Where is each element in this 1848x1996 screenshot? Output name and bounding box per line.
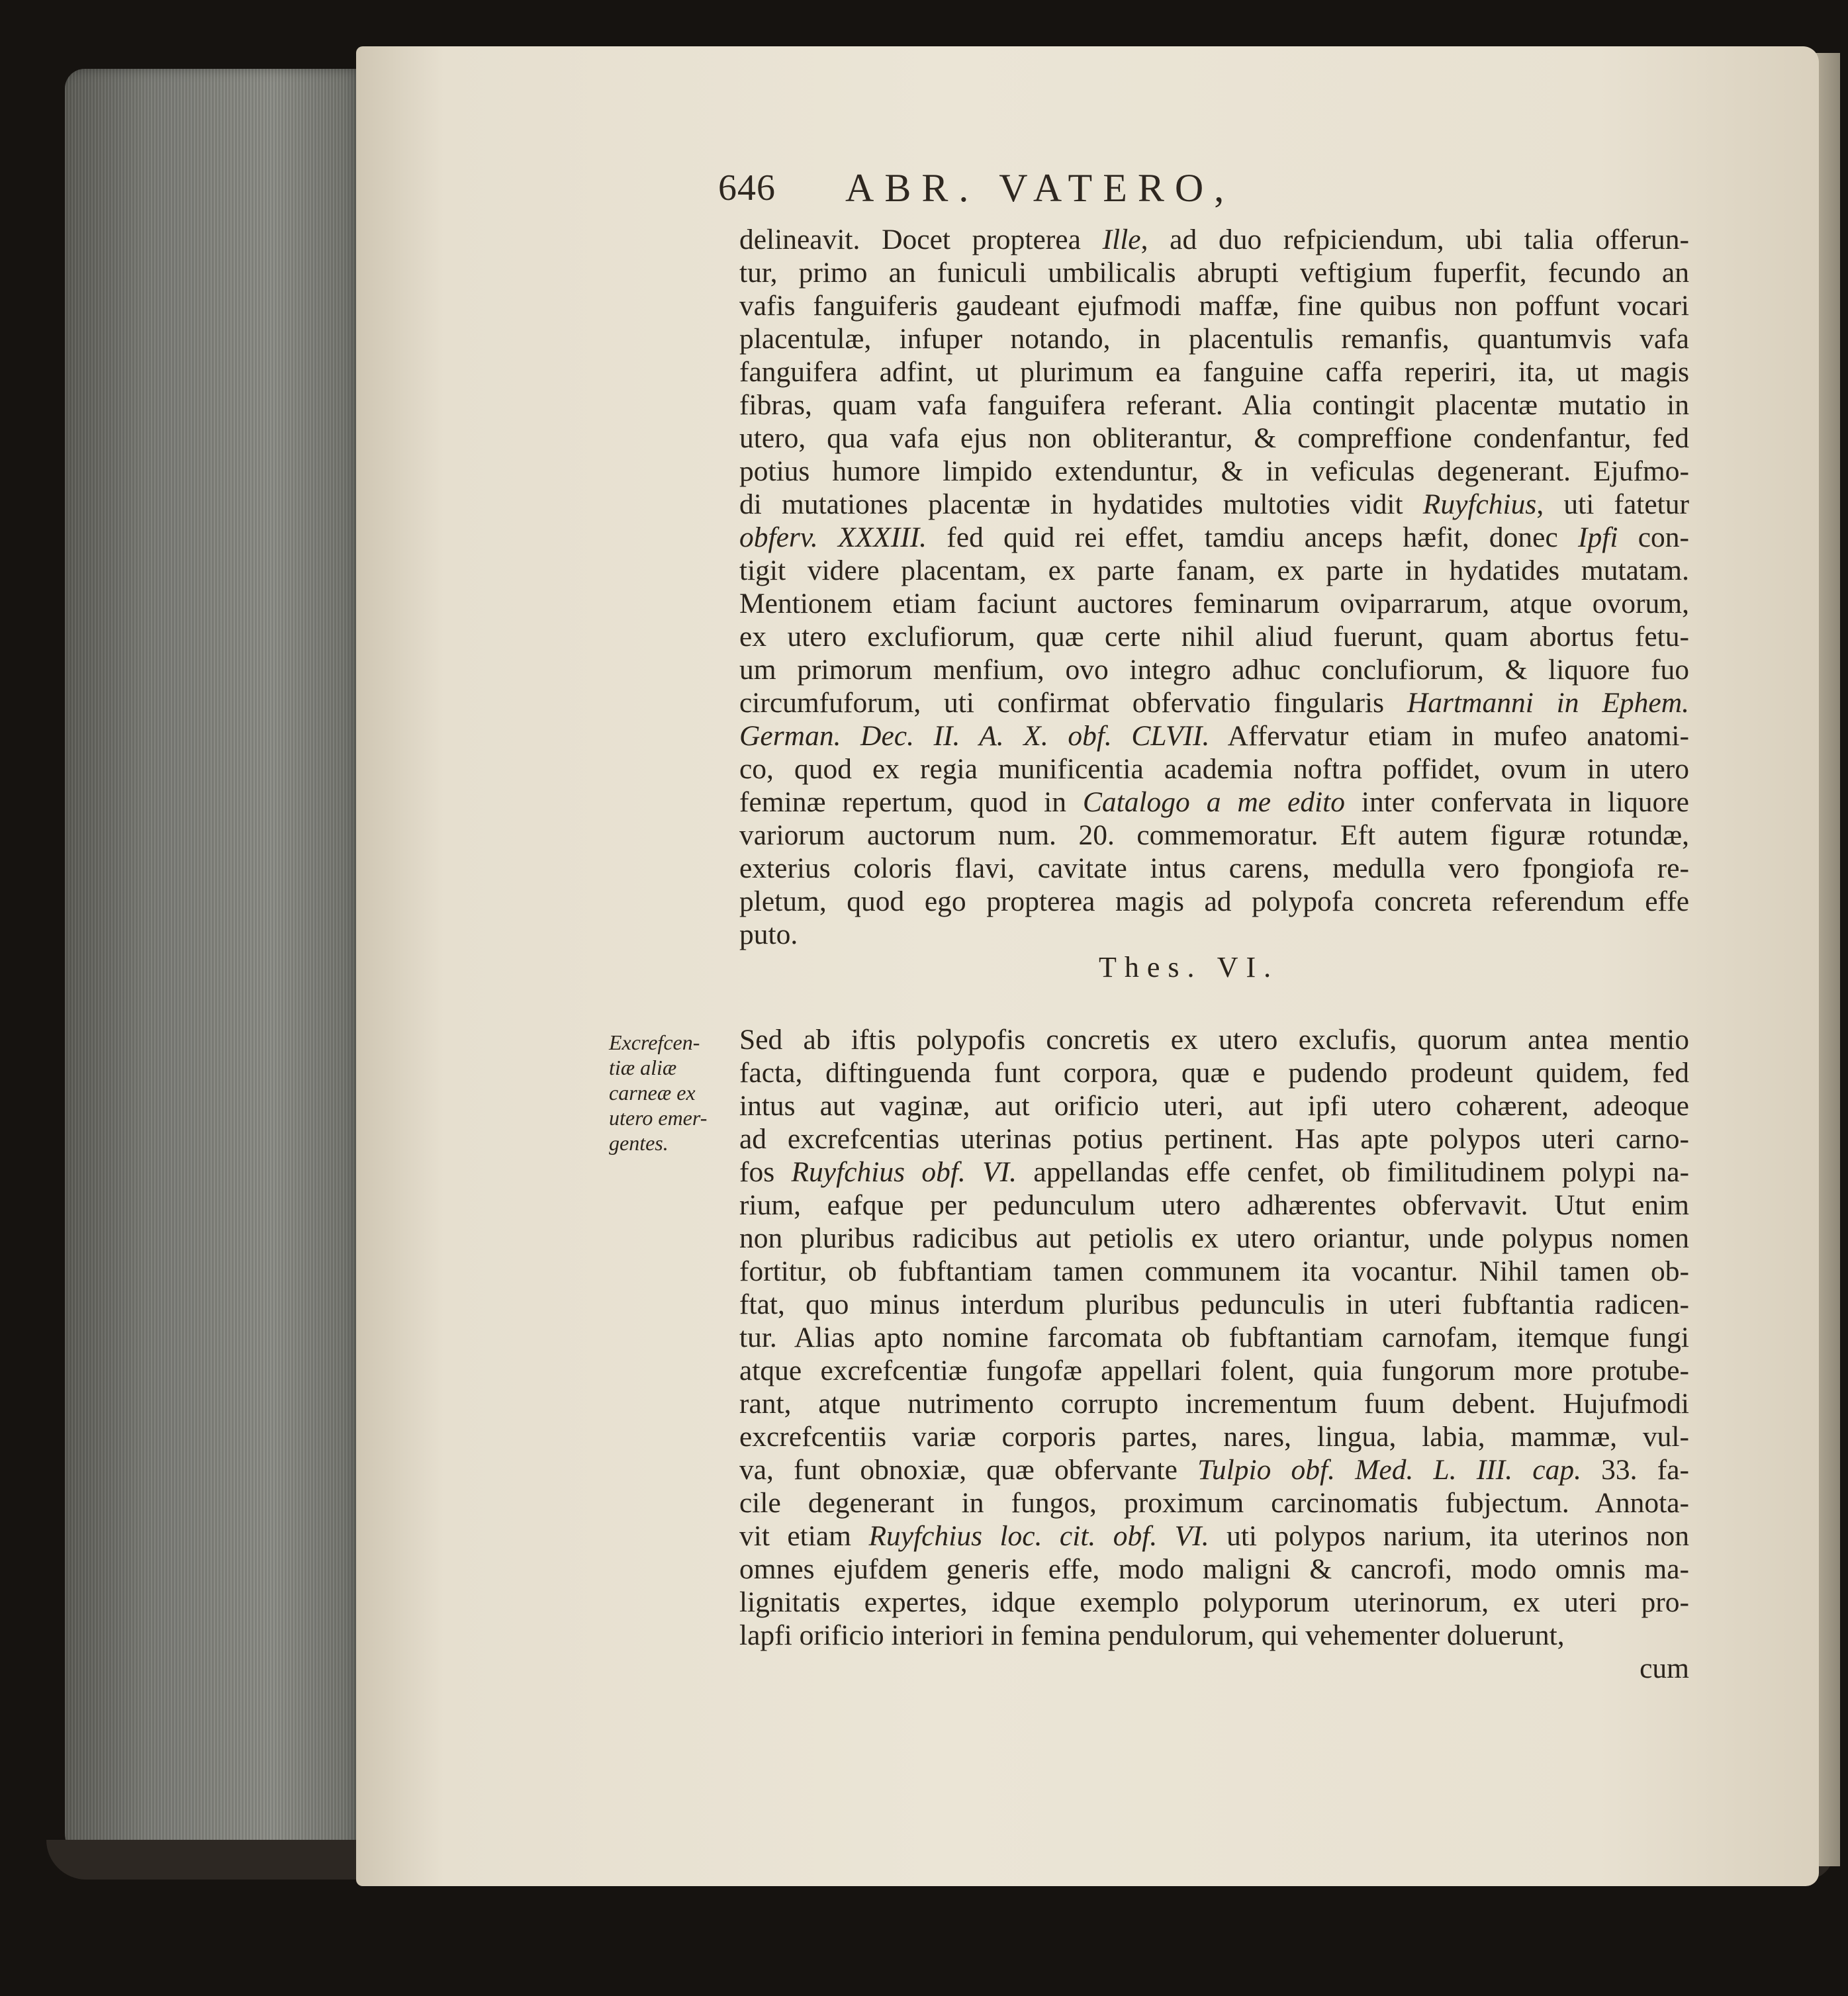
text-run: intus aut vaginæ, aut orificio uteri, aut ipfi utero cohærent, adeoque xyxy=(739,1090,1689,1122)
page-block-edge xyxy=(65,69,363,1862)
text-run: , uti fatetur xyxy=(1536,488,1689,520)
text-run: um primorum menfium, ovo integro adhuc conclufiorum, & liquore fuo xyxy=(739,654,1689,686)
paragraph-1 xyxy=(739,223,1689,951)
italic-run: Ipfi xyxy=(1578,522,1618,553)
text-run: fed quid rei effet, tamdiu anceps hæfit, donec xyxy=(927,522,1579,553)
text-run: di mutationes placentæ in hydatides multoties vidit xyxy=(739,488,1423,520)
text-line xyxy=(739,1387,1689,1420)
text-run: pletum, quod ego propterea magis ad polypofa concreta referendum effe xyxy=(739,885,1689,917)
marginal-note-line: Excrefcen- xyxy=(609,1030,700,1054)
text-run: uti polypos narium, ita uterinos non xyxy=(1209,1520,1689,1552)
text-line xyxy=(739,1056,1689,1089)
text-run: fortitur, ob fubftantiam tamen communem ita vocantur. Nihil tamen ob- xyxy=(739,1255,1689,1287)
text-run: facta, diftinguenda funt corpora, quæ e pudendo prodeunt quidem, fed xyxy=(739,1057,1689,1089)
italic-run: Ille xyxy=(1102,224,1141,255)
text-run: fos xyxy=(739,1156,792,1188)
text-line xyxy=(739,719,1689,752)
marginal-note-line: carneæ ex xyxy=(609,1081,696,1105)
text-run: va, funt obnoxiæ, quæ obfervante xyxy=(739,1454,1198,1486)
text-line xyxy=(739,1023,1689,1056)
text-run: Sed ab iftis polypofis concretis ex utero exclufis, quorum antea mentio xyxy=(739,1024,1689,1056)
text-line xyxy=(739,686,1689,719)
italic-run: Hartmanni in Ephem. xyxy=(1407,687,1689,719)
catchword-block xyxy=(739,1652,1689,1685)
marginal-note-line: tiæ aliæ xyxy=(609,1056,677,1079)
text-run: vafis fanguiferis gaudeant ejufmodi maffæ, fine quibus non poffunt vocari xyxy=(739,290,1689,322)
italic-run: Tulpio obf. Med. L. III. cap. xyxy=(1197,1454,1581,1486)
text-run: fibras, quam vafa fanguifera referant. Alia contingit placentæ mutatio in xyxy=(739,389,1689,421)
thesis-heading: Thes. VI. xyxy=(1099,951,1279,983)
text-line xyxy=(739,521,1689,554)
text-line xyxy=(739,289,1689,322)
italic-run: Catalogo a me edito xyxy=(1082,786,1346,818)
text-line xyxy=(739,488,1689,521)
page-number: 646 xyxy=(718,167,776,208)
text-line xyxy=(739,554,1689,587)
text-line xyxy=(739,786,1689,819)
text-line xyxy=(739,752,1689,786)
text-run: variorum auctorum num. 20. commemoratur. Eft autem figuræ rotundæ, xyxy=(739,819,1689,851)
text-run: utero, qua vafa ejus non obliterantur, & compreffione condenfantur, fed xyxy=(739,422,1689,454)
running-head xyxy=(718,167,1698,220)
text-line xyxy=(739,322,1689,355)
italic-run: obferv. XXXIII. xyxy=(739,522,927,553)
text-run: lapfi orificio interiori in femina pendulorum, qui vehementer doluerunt, xyxy=(739,1619,1565,1651)
text-run: omnes ejufdem generis effe, modo maligni & cancrofi, modo omnis ma- xyxy=(739,1553,1689,1585)
text-run: con- xyxy=(1618,522,1689,553)
text-run: rant, atque nutrimento corrupto incrementum fuum debent. Hujufmodi xyxy=(739,1388,1689,1420)
text-line xyxy=(739,422,1689,455)
text-line xyxy=(739,1453,1689,1486)
text-run: feminæ repertum, quod in xyxy=(739,786,1083,818)
running-title: ABR. VATERO, xyxy=(845,166,1235,210)
text-line xyxy=(739,620,1689,653)
text-run: cile degenerant in fungos, proximum carcinomatis fubjectum. Annota- xyxy=(739,1487,1689,1519)
italic-run: Ruyfchius obf. VI. xyxy=(791,1156,1017,1188)
text-line xyxy=(739,852,1689,885)
italic-run: Ruyfchius loc. cit. obf. VI. xyxy=(868,1520,1209,1552)
text-run: placentulæ, infuper notando, in placentulis remanfis, quantumvis vafa xyxy=(739,323,1689,355)
text-run: ftat, quo minus interdum pluribus pedunculis in uteri fubftantia radicen- xyxy=(739,1289,1689,1320)
text-line xyxy=(739,1089,1689,1122)
text-line xyxy=(739,1156,1689,1189)
text-line xyxy=(739,819,1689,852)
text-line xyxy=(739,355,1689,388)
text-line xyxy=(739,1189,1689,1222)
text-line xyxy=(739,1321,1689,1354)
text-line xyxy=(739,885,1689,918)
text-line xyxy=(739,587,1689,620)
text-run: Mentionem etiam faciunt auctores feminarum oviparrarum, atque ovorum, xyxy=(739,588,1689,619)
italic-run: German. Dec. II. A. X. obf. CLVII. xyxy=(739,720,1210,752)
text-run: tur, primo an funiculi umbilicalis abrupti veftigium fuperfit, fecundo an xyxy=(739,257,1689,289)
text-run: delineavit. Docet propterea xyxy=(739,224,1103,255)
text-run: ex utero exclufiorum, quæ certe nihil aliud fuerunt, quam abortus fetu- xyxy=(739,621,1689,653)
marginal-note-line: gentes. xyxy=(609,1131,669,1155)
text-run: , ad duo refpiciendum, ubi talia offerun- xyxy=(1140,224,1689,255)
text-line xyxy=(739,223,1689,256)
text-line xyxy=(739,1553,1689,1586)
marginal-note xyxy=(609,1030,728,1156)
text-line xyxy=(739,1354,1689,1387)
text-run: fanguifera adfint, ut plurimum ea fanguine caffa reperiri, ita, ut magis xyxy=(739,356,1689,388)
text-run: appellandas effe cenfet, ob fimilitudinem polypi na- xyxy=(1017,1156,1689,1188)
text-line xyxy=(739,388,1689,422)
text-line xyxy=(739,1420,1689,1453)
text-run: tur. Alias apto nomine farcomata ob fubftantiam carnofam, itemque fungi xyxy=(739,1322,1689,1353)
text-run: 33. fa- xyxy=(1581,1454,1690,1486)
text-run: rium, eafque per pedunculum utero adhærentes obfervavit. Utut enim xyxy=(739,1189,1689,1221)
text-run: ad excrefcentias uterinas potius pertinent. Has apte polypos uteri carno- xyxy=(739,1123,1689,1155)
text-run: inter confervata in liquore xyxy=(1345,786,1689,818)
text-line xyxy=(739,1288,1689,1321)
text-run: exterius coloris flavi, cavitate intus carens, medulla vero fpongiofa re- xyxy=(739,852,1689,884)
text-run: Affervatur etiam in mufeo anatomi- xyxy=(1209,720,1689,752)
text-line xyxy=(739,256,1689,289)
text-run: atque excrefcentiæ fungofæ appellari folent, quia fungorum more protube- xyxy=(739,1355,1689,1386)
text-line xyxy=(739,1619,1689,1652)
italic-run: Ruyfchius xyxy=(1422,488,1537,520)
catchword: cum xyxy=(1640,1653,1689,1684)
text-line xyxy=(739,1222,1689,1255)
text-run: puto. xyxy=(739,919,798,950)
text-line xyxy=(739,653,1689,686)
text-run: potius humore limpido extenduntur, & in veficulas degenerant. Ejufmo- xyxy=(739,455,1689,487)
marginal-note-line: utero emer- xyxy=(609,1106,708,1130)
text-line xyxy=(739,1586,1689,1619)
text-line xyxy=(739,918,1689,951)
text-run: non pluribus radicibus aut petiolis ex utero oriantur, unde polypus nomen xyxy=(739,1222,1689,1254)
text-run: circumfuforum, uti confirmat obfervatio fingularis xyxy=(739,687,1407,719)
text-line xyxy=(739,1122,1689,1156)
text-line xyxy=(739,1255,1689,1288)
text-line xyxy=(739,1486,1689,1520)
paragraph-2 xyxy=(739,1023,1689,1652)
text-run: lignitatis expertes, idque exemplo polyporum uterinorum, ex uteri pro- xyxy=(739,1586,1689,1618)
text-run: co, quod ex regia munificentia academia noftra poffidet, ovum in utero xyxy=(739,753,1689,785)
text-line xyxy=(739,1520,1689,1553)
text-run: vit etiam xyxy=(739,1520,869,1552)
text-line xyxy=(739,455,1689,488)
text-run: tigit videre placentam, ex parte fanam, ex parte in hydatides mutatam. xyxy=(739,555,1689,586)
text-run: excrefcentiis variæ corporis partes, nares, lingua, labia, mammæ, vul- xyxy=(739,1421,1689,1453)
